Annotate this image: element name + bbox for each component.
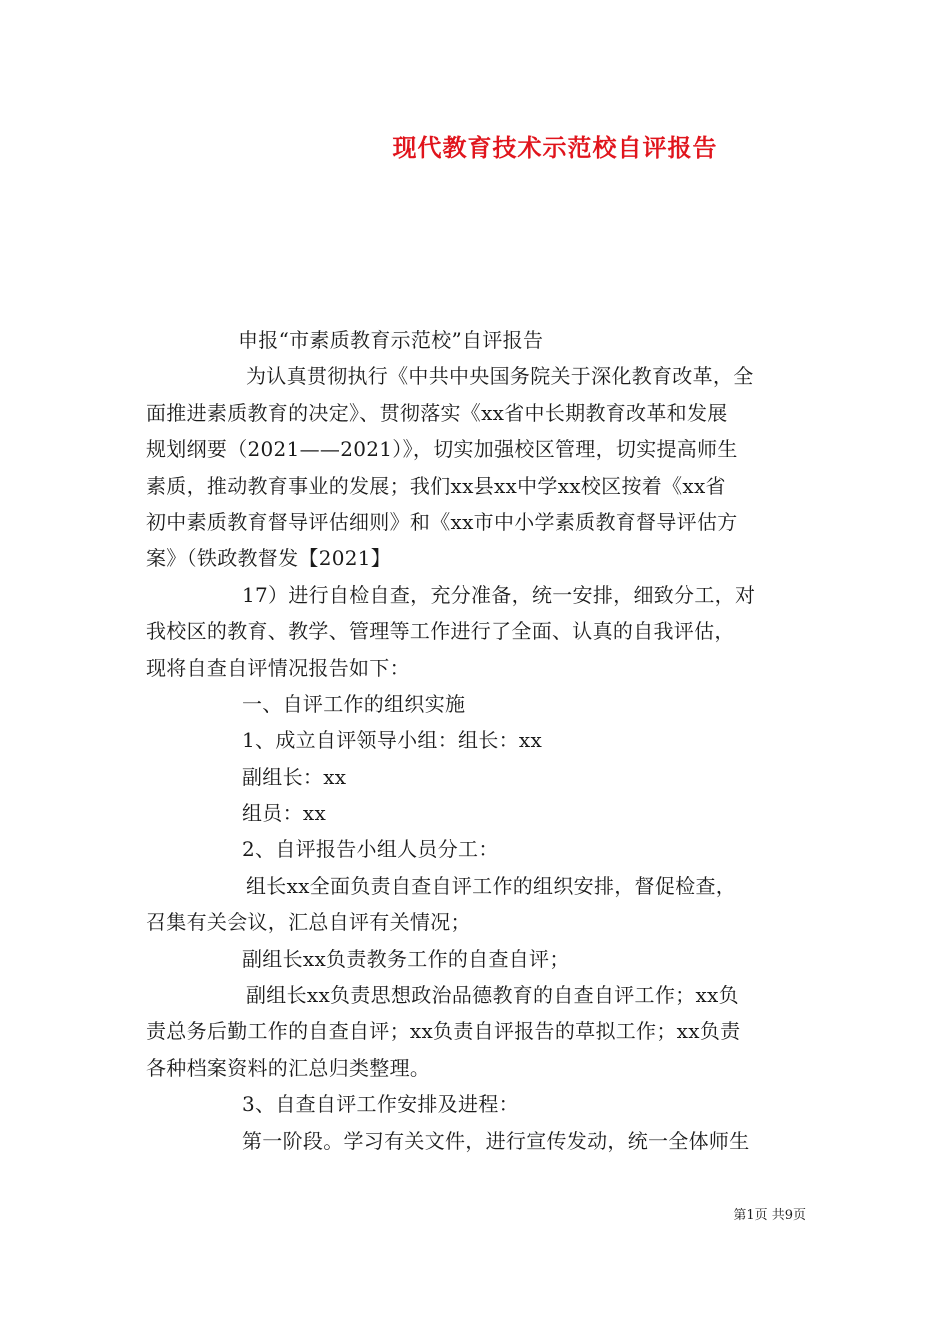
text-line: 责总务后勤工作的自查自评；xx负责自评报告的草拟工作；xx负责: [146, 1019, 741, 1044]
text-line: 为认真贯彻执行《中共中央国务院关于深化教育改革，全: [246, 364, 754, 389]
text-line: 组员：xx: [242, 801, 327, 826]
text-line: 召集有关会议，汇总自评有关情况；: [146, 910, 471, 935]
text-line: 申报“市素质教育示范校”自评报告: [238, 328, 544, 352]
text-line: 17）进行自检自查，充分准备，统一安排，细致分工，对: [242, 582, 756, 607]
document-body: [146, 322, 808, 1159]
text-line: 素质，推动教育事业的发展；我们xx县xx中学xx校区按着《xx省: [146, 473, 726, 498]
text-line: 副组长：xx: [242, 764, 347, 789]
text-line: 3、自查自评工作安排及进程：: [242, 1092, 519, 1117]
page-number: 第1页 共9页: [733, 1208, 806, 1223]
text-line: 面推进素质教育的决定》、贯彻落实《xx省中长期教育改革和发展: [146, 400, 728, 425]
text-line: 副组长xx负责思想政治品德教育的自查自评工作；xx负: [246, 983, 739, 1008]
text-line: 1、成立自评领导小组：组长：xx: [242, 728, 543, 753]
text-line: 初中素质教育督导评估细则》和《xx市中小学素质教育督导评估方: [146, 509, 738, 534]
text-line: 现将自查自评情况报告如下：: [146, 655, 410, 680]
text-line: 2、自评报告小组人员分工：: [242, 837, 499, 862]
text-line: 各种档案资料的汇总归类整理。: [146, 1055, 431, 1080]
text-line: 第一阶段。学习有关文件，进行宣传发动，统一全体师生: [242, 1128, 750, 1153]
text-line: 副组长xx负责教务工作的自查自评；: [242, 946, 570, 971]
text-line: 组长xx全面负责自查自评工作的组织安排，督促检查，: [246, 873, 737, 898]
section-heading: 一、自评工作的组织实施: [242, 691, 466, 716]
text-line: 规划纲要（2021——2021）》，切实加强校区管理，切实提高师生: [146, 437, 738, 462]
text-line: 案》（铁政教督发【2021】: [146, 546, 392, 571]
text-line: 我校区的教育、教学、管理等工作进行了全面、认真的自我评估，: [146, 619, 735, 644]
document-title: 现代教育技术示范校自评报告: [392, 134, 718, 162]
